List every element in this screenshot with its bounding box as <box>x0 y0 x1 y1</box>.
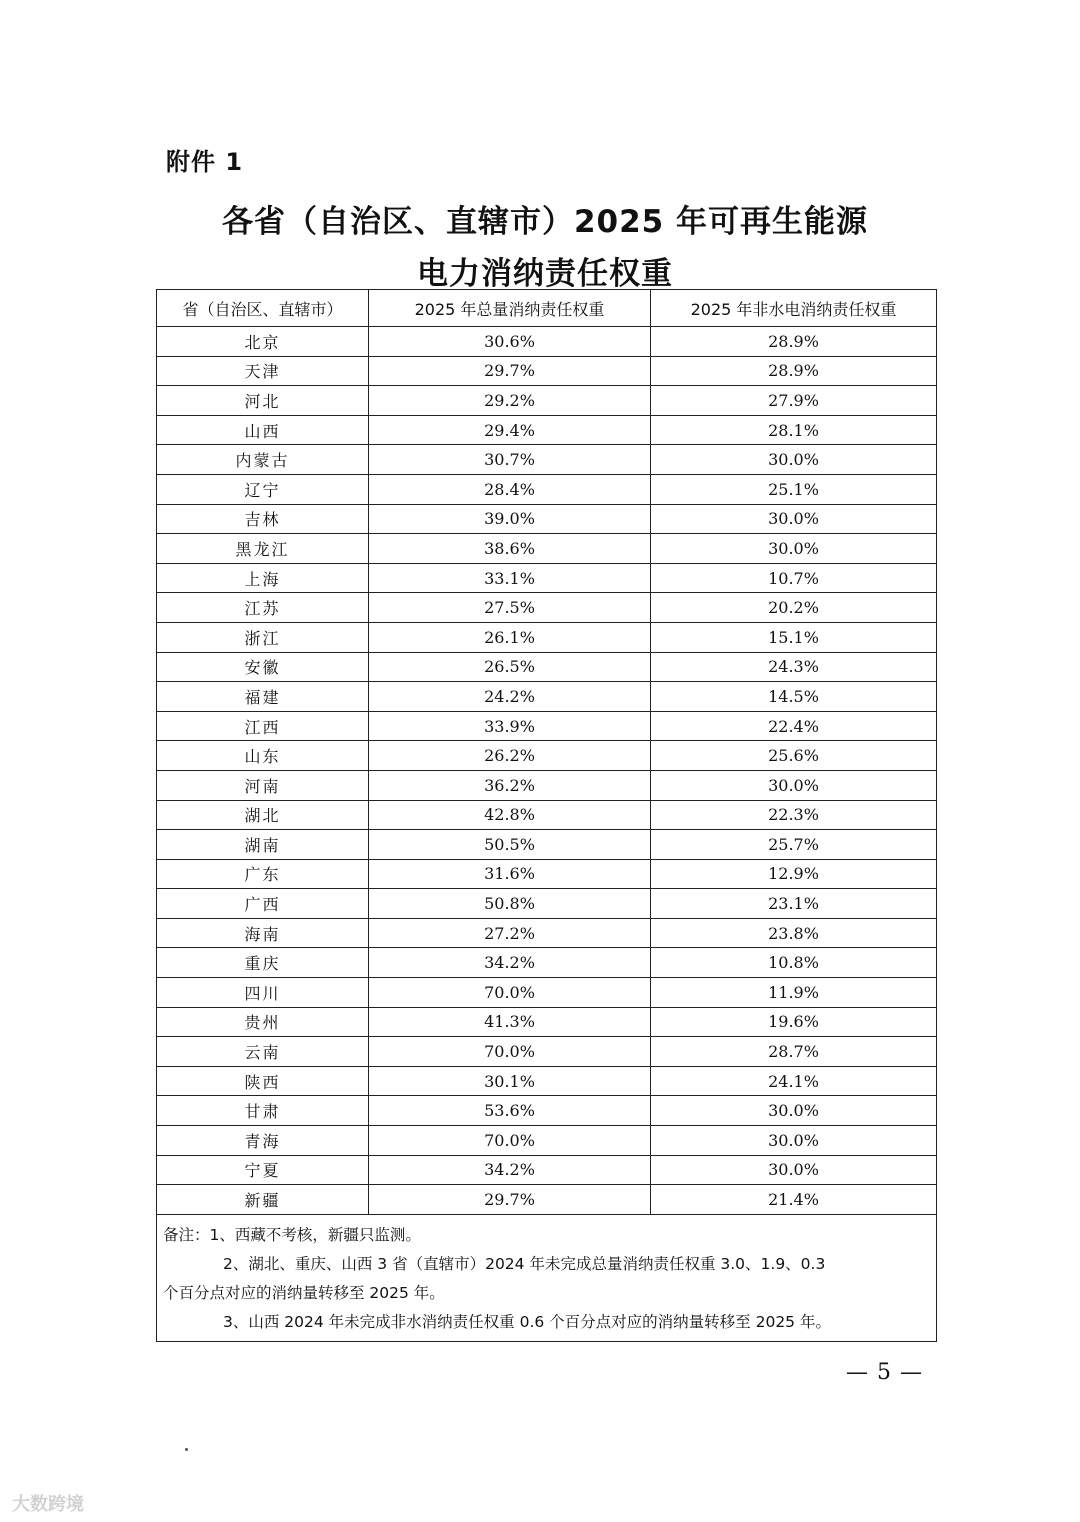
cell-total-weight: 29.7% <box>369 356 651 386</box>
cell-non-hydro-weight: 14.5% <box>651 682 937 712</box>
cell-province: 河北 <box>157 386 369 416</box>
attachment-label: 附件 1 <box>166 148 244 176</box>
table-row <box>157 474 937 504</box>
cell-non-hydro-weight: 30.0% <box>651 534 937 564</box>
note-line-1: 备注：1、西藏不考核，新疆只监测。 <box>163 1225 421 1244</box>
cell-non-hydro-weight: 12.9% <box>651 859 937 889</box>
table-row <box>157 593 937 623</box>
table-row <box>157 1007 937 1037</box>
cell-total-weight: 70.0% <box>369 978 651 1008</box>
cell-total-weight: 26.2% <box>369 741 651 771</box>
cell-total-weight: 36.2% <box>369 770 651 800</box>
table-row <box>157 918 937 948</box>
cell-non-hydro-weight: 24.1% <box>651 1066 937 1096</box>
table-row <box>157 830 937 860</box>
cell-total-weight: 70.0% <box>369 1037 651 1067</box>
cell-province: 湖南 <box>157 830 369 860</box>
table-row <box>157 1155 937 1185</box>
notes-cell <box>157 1214 937 1341</box>
table-row <box>157 770 937 800</box>
scan-speck <box>185 1448 188 1451</box>
table-row <box>157 327 937 357</box>
table-row <box>157 356 937 386</box>
cell-province: 广东 <box>157 859 369 889</box>
cell-non-hydro-weight: 25.6% <box>651 741 937 771</box>
cell-non-hydro-weight: 25.7% <box>651 830 937 860</box>
cell-province: 福建 <box>157 682 369 712</box>
cell-total-weight: 34.2% <box>369 1155 651 1185</box>
table-row <box>157 859 937 889</box>
table-row <box>157 1066 937 1096</box>
table-row <box>157 948 937 978</box>
cell-total-weight: 29.7% <box>369 1185 651 1215</box>
cell-province: 上海 <box>157 563 369 593</box>
cell-non-hydro-weight: 28.9% <box>651 327 937 357</box>
note-line-4: 3、山西 2024 年未完成非水消纳责任权重 0.6 个百分点对应的消纳量转移至 2025 年。 <box>223 1312 831 1331</box>
watermark-logo: 大数跨境 <box>12 1494 84 1515</box>
cell-non-hydro-weight: 28.9% <box>651 356 937 386</box>
cell-non-hydro-weight: 30.0% <box>651 1126 937 1156</box>
cell-total-weight: 30.7% <box>369 445 651 475</box>
document-title-line1: 各省（自治区、直辖市）2025 年可再生能源 <box>221 204 869 240</box>
page-number: — 5 — <box>846 1360 923 1385</box>
table-row <box>157 1096 937 1126</box>
cell-total-weight: 38.6% <box>369 534 651 564</box>
document-title-line2: 电力消纳责任权重 <box>417 256 673 292</box>
cell-total-weight: 50.8% <box>369 889 651 919</box>
cell-province: 浙江 <box>157 622 369 652</box>
cell-province: 青海 <box>157 1126 369 1156</box>
cell-province: 海南 <box>157 918 369 948</box>
table-row <box>157 1126 937 1156</box>
cell-non-hydro-weight: 30.0% <box>651 504 937 534</box>
cell-total-weight: 24.2% <box>369 682 651 712</box>
notes-row <box>157 1214 937 1341</box>
cell-total-weight: 34.2% <box>369 948 651 978</box>
cell-non-hydro-weight: 22.3% <box>651 800 937 830</box>
cell-total-weight: 30.6% <box>369 327 651 357</box>
cell-non-hydro-weight: 28.1% <box>651 415 937 445</box>
cell-province: 黑龙江 <box>157 534 369 564</box>
cell-total-weight: 29.4% <box>369 415 651 445</box>
cell-non-hydro-weight: 11.9% <box>651 978 937 1008</box>
table-row <box>157 563 937 593</box>
cell-province: 四川 <box>157 978 369 1008</box>
table-body <box>157 327 937 1215</box>
cell-province: 贵州 <box>157 1007 369 1037</box>
cell-total-weight: 53.6% <box>369 1096 651 1126</box>
table-row <box>157 415 937 445</box>
cell-non-hydro-weight: 21.4% <box>651 1185 937 1215</box>
note-line-2: 2、湖北、重庆、山西 3 省（直辖市）2024 年未完成总量消纳责任权重 3.0、1.9、0.3 <box>223 1254 826 1273</box>
cell-non-hydro-weight: 23.8% <box>651 918 937 948</box>
table-row <box>157 534 937 564</box>
cell-non-hydro-weight: 23.1% <box>651 889 937 919</box>
table-header-row <box>157 290 937 327</box>
cell-province: 山东 <box>157 741 369 771</box>
cell-total-weight: 30.1% <box>369 1066 651 1096</box>
note-line-3: 个百分点对应的消纳量转移至 2025 年。 <box>163 1283 445 1302</box>
cell-non-hydro-weight: 15.1% <box>651 622 937 652</box>
cell-total-weight: 70.0% <box>369 1126 651 1156</box>
cell-total-weight: 28.4% <box>369 474 651 504</box>
cell-province: 内蒙古 <box>157 445 369 475</box>
cell-total-weight: 26.1% <box>369 622 651 652</box>
cell-non-hydro-weight: 27.9% <box>651 386 937 416</box>
table-row <box>157 622 937 652</box>
cell-province: 安徽 <box>157 652 369 682</box>
cell-province: 湖北 <box>157 800 369 830</box>
cell-province: 北京 <box>157 327 369 357</box>
cell-total-weight: 50.5% <box>369 830 651 860</box>
cell-province: 新疆 <box>157 1185 369 1215</box>
table-row <box>157 741 937 771</box>
cell-province: 陕西 <box>157 1066 369 1096</box>
cell-non-hydro-weight: 24.3% <box>651 652 937 682</box>
cell-non-hydro-weight: 19.6% <box>651 1007 937 1037</box>
table-row <box>157 682 937 712</box>
table-row <box>157 445 937 475</box>
cell-province: 山西 <box>157 415 369 445</box>
cell-non-hydro-weight: 30.0% <box>651 770 937 800</box>
cell-total-weight: 27.5% <box>369 593 651 623</box>
cell-non-hydro-weight: 25.1% <box>651 474 937 504</box>
cell-total-weight: 33.9% <box>369 711 651 741</box>
table-row <box>157 504 937 534</box>
cell-province: 云南 <box>157 1037 369 1067</box>
cell-province: 江苏 <box>157 593 369 623</box>
table-row <box>157 1185 937 1215</box>
table-row <box>157 800 937 830</box>
cell-province: 辽宁 <box>157 474 369 504</box>
cell-total-weight: 33.1% <box>369 563 651 593</box>
cell-province: 广西 <box>157 889 369 919</box>
cell-non-hydro-weight: 30.0% <box>651 1155 937 1185</box>
cell-non-hydro-weight: 30.0% <box>651 1096 937 1126</box>
cell-province: 吉林 <box>157 504 369 534</box>
table-row <box>157 652 937 682</box>
cell-non-hydro-weight: 22.4% <box>651 711 937 741</box>
cell-province: 河南 <box>157 770 369 800</box>
cell-non-hydro-weight: 10.7% <box>651 563 937 593</box>
table-row <box>157 978 937 1008</box>
cell-total-weight: 29.2% <box>369 386 651 416</box>
cell-province: 宁夏 <box>157 1155 369 1185</box>
cell-total-weight: 31.6% <box>369 859 651 889</box>
weights-table <box>156 289 937 1342</box>
cell-non-hydro-weight: 30.0% <box>651 445 937 475</box>
cell-non-hydro-weight: 10.8% <box>651 948 937 978</box>
cell-non-hydro-weight: 28.7% <box>651 1037 937 1067</box>
cell-province: 甘肃 <box>157 1096 369 1126</box>
header-total-weight: 2025 年总量消纳责任权重 <box>369 290 651 327</box>
table-row <box>157 711 937 741</box>
header-non-hydro-weight: 2025 年非水电消纳责任权重 <box>651 290 937 327</box>
cell-total-weight: 27.2% <box>369 918 651 948</box>
cell-non-hydro-weight: 20.2% <box>651 593 937 623</box>
cell-total-weight: 41.3% <box>369 1007 651 1037</box>
table-row <box>157 386 937 416</box>
cell-total-weight: 39.0% <box>369 504 651 534</box>
cell-total-weight: 26.5% <box>369 652 651 682</box>
cell-province: 重庆 <box>157 948 369 978</box>
cell-province: 江西 <box>157 711 369 741</box>
table-row <box>157 889 937 919</box>
header-province: 省（自治区、直辖市） <box>157 290 369 327</box>
cell-province: 天津 <box>157 356 369 386</box>
table-row <box>157 1037 937 1067</box>
cell-total-weight: 42.8% <box>369 800 651 830</box>
